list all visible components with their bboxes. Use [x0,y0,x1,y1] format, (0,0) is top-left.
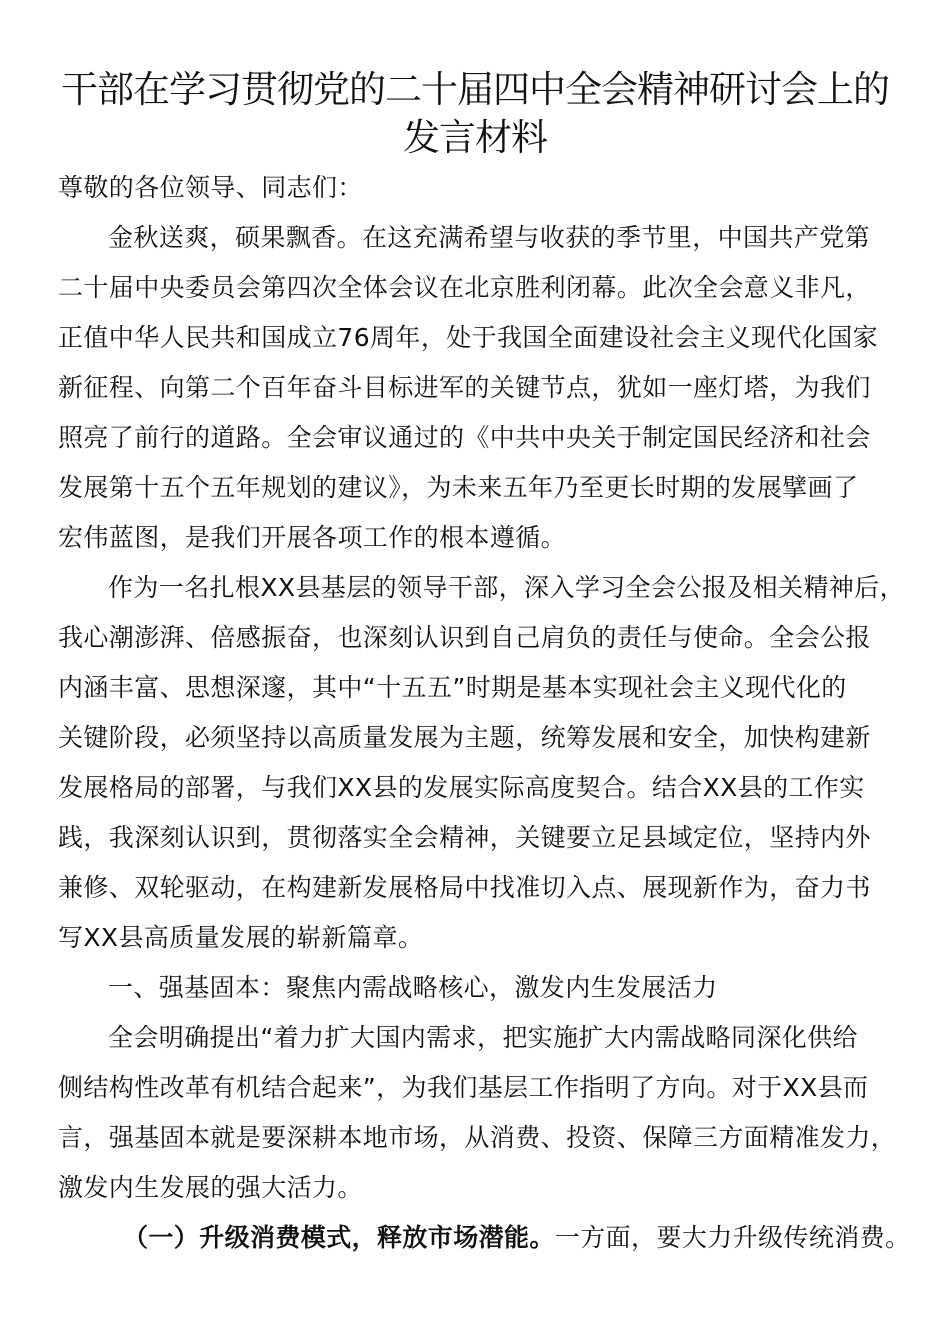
paragraph-2-line: 内涵丰富、思想深邃，其中“十五五”时期是基本实现社会主义现代化的 [58,673,847,702]
paragraph-1-line: 二十届中央委员会第四次全体会议在北京胜利闭幕。此次全会意义非凡， [58,273,871,302]
subsection-paragraph [58,1213,911,1263]
salutation: 尊敬的各位领导、同志们： [58,173,363,202]
paragraph-2-line: 作为一名扎根XX县基层的领导干部，深入学习全会公报及相关精神后， [108,573,906,602]
paragraph-1-line: 新征程、向第二个百年奋斗目标进军的关键节点，犹如一座灯塔，为我们 [58,373,871,402]
paragraph-2-line: 发展格局的部署，与我们XX县的发展实际高度契合。结合XX县的工作实 [58,773,865,802]
paragraph-3-line: 激发内生发展的强大活力。 [58,1173,363,1202]
paragraph-1-line: 照亮了前行的道路。全会审议通过的《中共中央关于制定国民经济和社会 [58,423,871,452]
document-body [58,163,911,1263]
paragraph-3-line: 全会明确提出“着力扩大国内需求，把实施扩大内需战略同深化供给 [108,1023,858,1052]
document-title-line-1: 干部在学习贯彻党的二十届四中全会精神研讨会上的 [61,68,889,111]
paragraph-1-line: 发展第十五个五年规划的建议》，为未来五年乃至更长时期的发展擘画了 [58,473,859,502]
subsection-heading: （一）升级消费模式，释放市场潜能。 [123,1223,555,1252]
paragraph-3-line: 侧结构性改革有机结合起来”，为我们基层工作指明了方向。对于XX县而 [58,1073,869,1102]
paragraph-3-line: 言，强基固本就是要深耕本地市场，从消费、投资、保障三方面精准发力， [58,1123,897,1152]
paragraph-2-line: 关键阶段，必须坚持以高质量发展为主题，统筹发展和安全，加快构建新 [58,723,871,752]
paragraph-1-line: 宏伟蓝图，是我们开展各项工作的根本遵循。 [58,523,567,552]
paragraph-2-line: 践，我深刻认识到，贯彻落实全会精神，关键要立足县域定位，坚持内外 [58,823,871,852]
paragraph-2-line: 我心潮澎湃、倍感振奋，也深刻认识到自己肩负的责任与使命。全会公报 [58,623,871,652]
paragraph-2-line: 写XX县高质量发展的崭新篇章。 [58,923,424,952]
paragraph-1-line: 金秋送爽，硕果飘香。在这充满希望与收获的季节里，中国共产党第 [108,223,871,252]
subsection-text: 一方面，要大力升级传统消费。 [554,1223,911,1252]
paragraph-2-line: 兼修、双轮驱动，在构建新发展格局中找准切入点、展现新作为，奋力书 [58,873,871,902]
section-heading: 一、强基固本：聚焦内需战略核心，激发内生发展活力 [108,973,718,1002]
document-title-line-2: 发言材料 [403,116,547,159]
paragraph-1-line: 正值中华人民共和国成立76周年，处于我国全面建设社会主义现代化国家 [58,323,879,352]
